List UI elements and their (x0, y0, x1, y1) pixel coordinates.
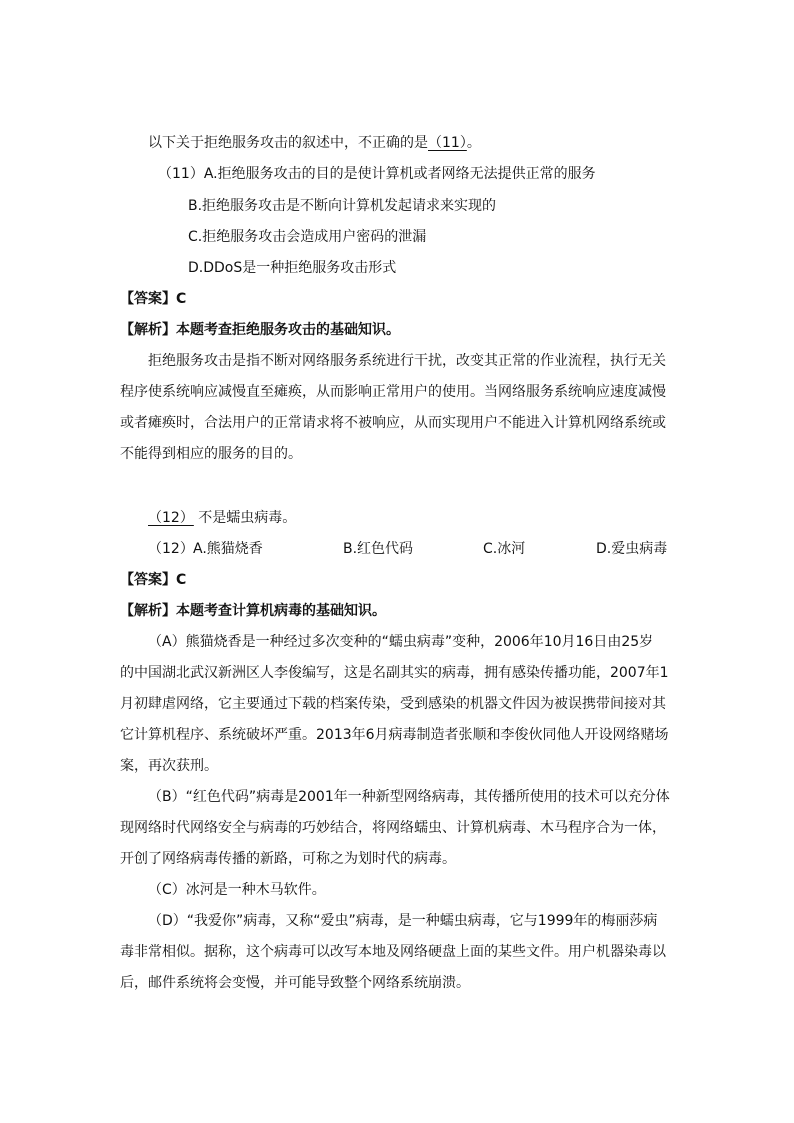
q11-analysis-line: 或者瘫痪时，合法用户的正常请求将不被响应，从而实现用户不能进入计算机网络系统或 (120, 415, 666, 431)
q12-para-a-line: 的中国湖北武汉新洲区人李俊编写，这是名副其实的病毒，拥有感染传播功能，2007年1 (120, 665, 669, 681)
q12-option-d: D.爱虫病毒 (596, 541, 668, 557)
q11-stem-text: 以下关于拒绝服务攻击的叙述中，不正确的是 (148, 135, 428, 151)
q11-stem-suffix: 。 (466, 135, 481, 151)
q12-option-a: A.熊猫烧香 (193, 541, 263, 557)
q12-para-c-line: （C）冰河是一种木马软件。 (148, 882, 326, 898)
q12-option-b: B.红色代码 (343, 541, 414, 557)
q12-para-d-line: 毒非常相似。据称，这个病毒可以改写本地及网络硬盘上面的某些文件。用户机器染毒以 (120, 944, 666, 960)
q12-analysis-heading: 【解析】本题考查计算机病毒的基础知识。 (120, 603, 386, 619)
q12-para-b-line: 开创了网络病毒传播的新路，可称之为划时代的病毒。 (120, 851, 456, 867)
q12-stem-text: 不是蠕虫病毒。 (193, 510, 297, 526)
q11-option-a: （11）A.拒绝服务攻击的目的是使计算机或者网络无法提供正常的服务 (158, 166, 596, 182)
q11-stem (148, 133, 481, 153)
q12-para-a-line: 它计算机程序、系统破坏严重。2013年6月病毒制造者张顺和李俊伙同他人开设网络赌场 (120, 727, 669, 743)
q12-para-d-line: 后，邮件系统将会变慢，并可能导致整个网络系统崩溃。 (120, 975, 470, 991)
q12-option-c: C.冰河 (483, 541, 526, 557)
q11-option-c: C.拒绝服务攻击会造成用户密码的泄漏 (188, 229, 427, 245)
q12-para-a-line: 月初肆虐网络，它主要通过下载的档案传染，受到感染的机器文件因为被误携带间接对其 (120, 696, 666, 712)
q12-stem (148, 508, 296, 528)
q11-stem-blank: （11） (428, 135, 467, 151)
q11-answer: 【答案】C (120, 291, 187, 307)
q12-stem-blank: （12） (148, 510, 194, 526)
q12-para-d-line: （D）“我爱你”病毒，又称“爱虫”病毒，是一种蠕虫病毒，它与1999年的梅丽莎病 (148, 913, 658, 929)
q11-analysis-line: 不能得到相应的服务的目的。 (120, 446, 302, 462)
q12-para-a-line: 案，再次获刑。 (120, 758, 218, 774)
q11-analysis-line: 程序使系统响应减慢直至瘫痪，从而影响正常用户的使用。当网络服务系统响应速度减慢 (120, 384, 666, 400)
q12-para-b-line: （B）“红色代码”病毒是2001年一种新型网络病毒，其传播所使用的技术可以充分体 (148, 789, 670, 805)
q12-para-b-line: 现网络时代网络安全与病毒的巧妙结合，将网络蠕虫、计算机病毒、木马程序合为一体， (120, 820, 666, 836)
q12-para-a-line: （A）熊猫烧香是一种经过多次变种的“蠕虫病毒”变种，2006年10月16日由25岁 (148, 634, 654, 650)
q12-option-prefix: （12） (148, 541, 194, 557)
q12-answer: 【答案】C (120, 572, 187, 588)
q11-option-d: D.DDoS是一种拒绝服务攻击形式 (188, 260, 397, 276)
q11-analysis-line: 拒绝服务攻击是指不断对网络服务系统进行干扰，改变其正常的作业流程，执行无关 (148, 353, 666, 369)
q11-option-b: B.拒绝服务攻击是不断向计算机发起请求来实现的 (188, 198, 497, 214)
q11-analysis-heading: 【解析】本题考查拒绝服务攻击的基础知识。 (120, 322, 400, 338)
